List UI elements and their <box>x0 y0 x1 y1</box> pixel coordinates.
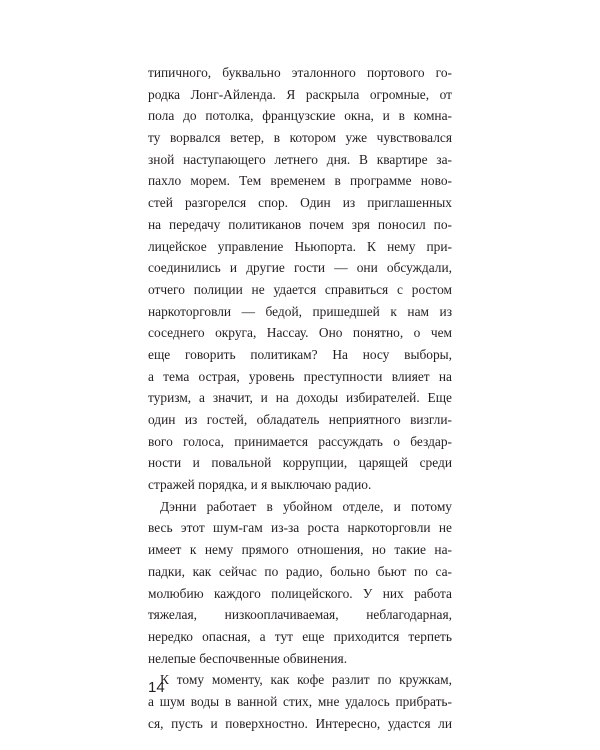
text-line: нелепые беспочвенные обвинения. <box>148 650 348 666</box>
text-line: молюбию каждого полицейского. У них работа <box>148 585 452 601</box>
text-line: лицейское управление Ньюпорта. К нему при- <box>148 238 452 254</box>
text-line: ся, пусть и поверхностно. Интересно, удастся ли <box>148 715 452 731</box>
text-line: родка Лонг-Айленда. Я раскрыла огромные, от <box>148 86 452 102</box>
text-line: тяжелая, низкооплачиваемая, неблагодарная, <box>148 607 452 623</box>
text-line: типичного, буквально эталонного портового го- <box>148 65 452 80</box>
text-line: стражей порядка, и я выключаю радио. <box>148 477 372 493</box>
paragraph <box>148 62 452 496</box>
text-line: падки, как сейчас по радио, больно бьют по са- <box>148 563 452 579</box>
text-line: еще говорить политикам? На носу выборы, <box>148 346 452 362</box>
text-line: пола до потолка, французские окна, и в комна- <box>148 108 452 124</box>
text-line: К тому моменту, как кофе разлит по кружкам, <box>160 672 452 688</box>
text-line: нередко опасная, а тут еще приходится терпеть <box>148 628 452 644</box>
text-line: наркоторговли — бедой, пришедшей к нам из <box>148 303 452 319</box>
text-line: весь этот шум-гам из-за роста наркоторговли не <box>148 520 452 536</box>
text-line: отчего полиции не удается справиться с ростом <box>148 281 452 297</box>
page-number: 14 <box>148 679 165 696</box>
text-line: соседнего округа, Нассау. Оно понятно, о чем <box>148 325 452 341</box>
text-line: стей разгорелся спор. Один из приглашенных <box>148 195 452 211</box>
text-line: а тема острая, уровень преступности влияет на <box>148 368 452 384</box>
text-line: ности и повальной коррупции, царящей среди <box>148 455 452 471</box>
body-text <box>148 62 452 734</box>
text-line: имеет к нему прямого отношения, но такие на- <box>148 542 452 558</box>
text-line: туризм, а значит, и на доходы избирателей. Еще <box>148 390 452 406</box>
text-line: соединились и другие гости — они обсуждали, <box>148 260 452 276</box>
text-line: Дэнни работает в убойном отделе, и потому <box>160 498 452 514</box>
paragraph <box>148 669 452 734</box>
text-line: зной наступающего летнего дня. В квартире за- <box>148 151 452 167</box>
text-line: на передачу политиканов почем зря поносил по- <box>148 216 452 232</box>
text-line: пахло морем. Тем временем в программе ново- <box>148 173 452 189</box>
paragraph <box>148 496 452 670</box>
text-line: один из гостей, обладатель неприятного визгли- <box>148 412 452 427</box>
text-line: а шум воды в ванной стих, мне удалось прибрать- <box>148 693 452 709</box>
text-line: вого голоса, принимается рассуждать о бездар- <box>148 433 452 449</box>
text-line: ту ворвался ветер, в котором уже чувствовался <box>148 130 452 146</box>
